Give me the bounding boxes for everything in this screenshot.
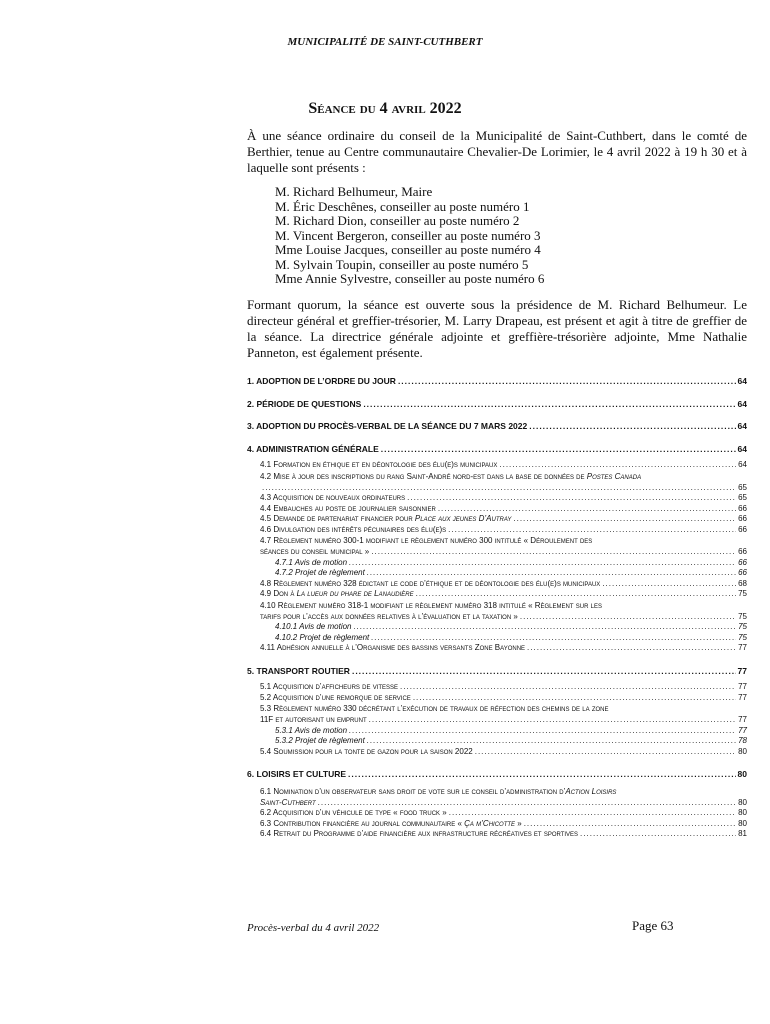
intro-paragraph: À une séance ordinaire du conseil de la Municipalité de Saint-Cuthbert, dans le comté de Berthier, tenue au Centre communautaire Chevalier-De Lorimier, le 4 avril 2022 à 19 h 30 et à laquelle sont présents : [247,128,747,175]
toc-item-6-3: 6.3 Contribution financière au journal communautaire « Ça m’Chicotte » ..... 80 [247,819,747,830]
toc-section-4: 4. ADMINISTRATION GÉNÉRALE ..... 64 [247,444,747,455]
toc-item-4-10-1: 4.10.1 Avis de motion ..... 75 [247,622,747,633]
member-item: M. Richard Dion, conseiller au poste numéro 2 [275,213,520,228]
member-item: M. Vincent Bergeron, conseiller au poste numéro 3 [275,227,541,243]
toc-section-1: 1. ADOPTION DE L’ORDRE DU JOUR ..... 64 [247,376,747,387]
member-item: Mme Annie Sylvestre, conseiller au poste numéro 6 [275,271,545,286]
document-header: MUNICIPALITÉ DE SAINT-CUTHBERT [287,36,483,48]
toc-item-5-3-2: 5.3.2 Projet de règlement ..... 78 [247,736,747,747]
member-item: M. Richard Belhumeur, Maire [275,184,433,199]
toc-item-4-10-cont: tarifs pour l’accès aux données relatives à l’évaluation et la taxation » ..... 75 [247,612,747,623]
toc-section-2: 2. PÉRIODE DE QUESTIONS ..... 64 [247,399,747,410]
toc-item-4-2: 4.2 Mise à jour des inscriptions du rang Saint-André nord-est dans la base de données de Postes Canada [260,471,642,481]
toc-item-4-10: 4.10 Règlement numéro 318-1 modifiant le règlement numéro 318 intitulé « Règlement sur les [260,600,602,610]
toc-item-4-4: 4.4 Embauches au poste de journalier saisonnier ..... 66 [247,504,747,515]
toc-item-4-11: 4.11 Adhésion annuelle à l’Organisme des bassins versants Zone Bayonne ..... 77 [247,643,747,654]
member-item: M. Sylvain Toupin, conseiller au poste numéro 5 [275,256,529,272]
toc-item-4-6: 4.6 Divulgation des intérêts pécuniaires des élu(e)s ..... 66 [247,525,747,536]
toc-item-5-3-1: 5.3.1 Avis de motion ..... 77 [247,726,747,737]
toc-item-4-7-cont: séances du conseil municipal » ..... 66 [247,547,747,558]
toc-section-6: 6. LOISIRS ET CULTURE ..... 80 [247,769,747,780]
toc-item-5-4: 5.4 Soumission pour la tonte de gazon pour la saison 2022 ..... 80 [247,747,747,758]
toc-item-5-3-cont: 11F et autorisant un emprunt ..... 77 [247,715,747,726]
member-item: Mme Louise Jacques, conseiller au poste numéro 4 [275,242,541,257]
toc-item-6-2: 6.2 Acquisition d’un véhicule de type « food truck » ..... 80 [247,808,747,819]
toc-item-4-3: 4.3 Acquisition de nouveaux ordinateurs ..... 65 [247,493,747,504]
toc-item-4-7-1: 4.7.1 Avis de motion ..... 66 [247,558,747,569]
toc-item-4-2-page: ..... 65 [247,483,747,494]
toc-item-5-1: 5.1 Acquisition d’afficheurs de vitesse ..... 77 [247,682,747,693]
toc-section-5: 5. TRANSPORT ROUTIER ..... 77 [247,666,747,677]
toc-item-4-5: 4.5 Demande de partenariat financier pour Place aux jeunes D’Autray ..... 66 [247,514,747,525]
toc-item-6-1: 6.1 Nomination d’un observateur sans droit de vote sur le conseil d’administration d’Action Loisirs [260,786,617,796]
toc-item-6-4: 6.4 Retrait du Programme d’aide financière aux infrastructure récréatives et sportives ..... 81 [247,829,747,840]
table-of-contents [247,370,747,840]
quorum-paragraph: Formant quorum, la séance est ouverte sous la présidence de M. Richard Belhumeur. Le directeur général et greffier-trésorier, M. Larry Drapeau, est présent et agit à titre de greffier de la séance. La directrice générale adjointe et greffière-trésorière adjointe, Mme Nathalie Panneton, est également présente. [247,297,747,360]
toc-item-4-9: 4.9 Don à La lueur du phare de Lanaudière ..... 75 [247,589,747,600]
toc-item-4-7: 4.7 Règlement numéro 300-1 modifiant le règlement numéro 300 intitulé « Déroulement des [260,536,593,545]
toc-section-3: 3. ADOPTION DU PROCÈS-VERBAL DE LA SÉANCE DU 7 MARS 2022 ..... 64 [247,421,747,432]
toc-item-4-8: 4.8 Règlement numéro 328 édictant le code d’éthique et de déontologie des élu(e)s municipaux ..... 68 [247,579,747,590]
footer-document-name: Procès-verbal du 4 avril 2022 [247,922,380,934]
toc-item-6-1-cont: Saint-Cuthbert ..... 80 [247,798,747,809]
page-title: Séance du 4 avril 2022 [308,100,462,117]
toc-item-4-1: 4.1 Formation en éthique et en déontologie des élu(e)s municipaux ..... 64 [247,460,747,471]
footer-page-number: Page 63 [632,918,674,933]
toc-item-5-2: 5.2 Acquisition d’une remorque de service ..... 77 [247,693,747,704]
member-item: M. Éric Deschênes, conseiller au poste numéro 1 [275,198,530,214]
toc-item-4-7-2: 4.7.2 Projet de règlement ..... 66 [247,568,747,579]
toc-item-4-10-2: 4.10.2 Projet de règlement ..... 75 [247,633,747,644]
toc-item-5-3: 5.3 Règlement numéro 330 décrétant l’exécution de travaux de réfection des chemins de la zone [260,704,609,713]
members-list [275,185,544,287]
